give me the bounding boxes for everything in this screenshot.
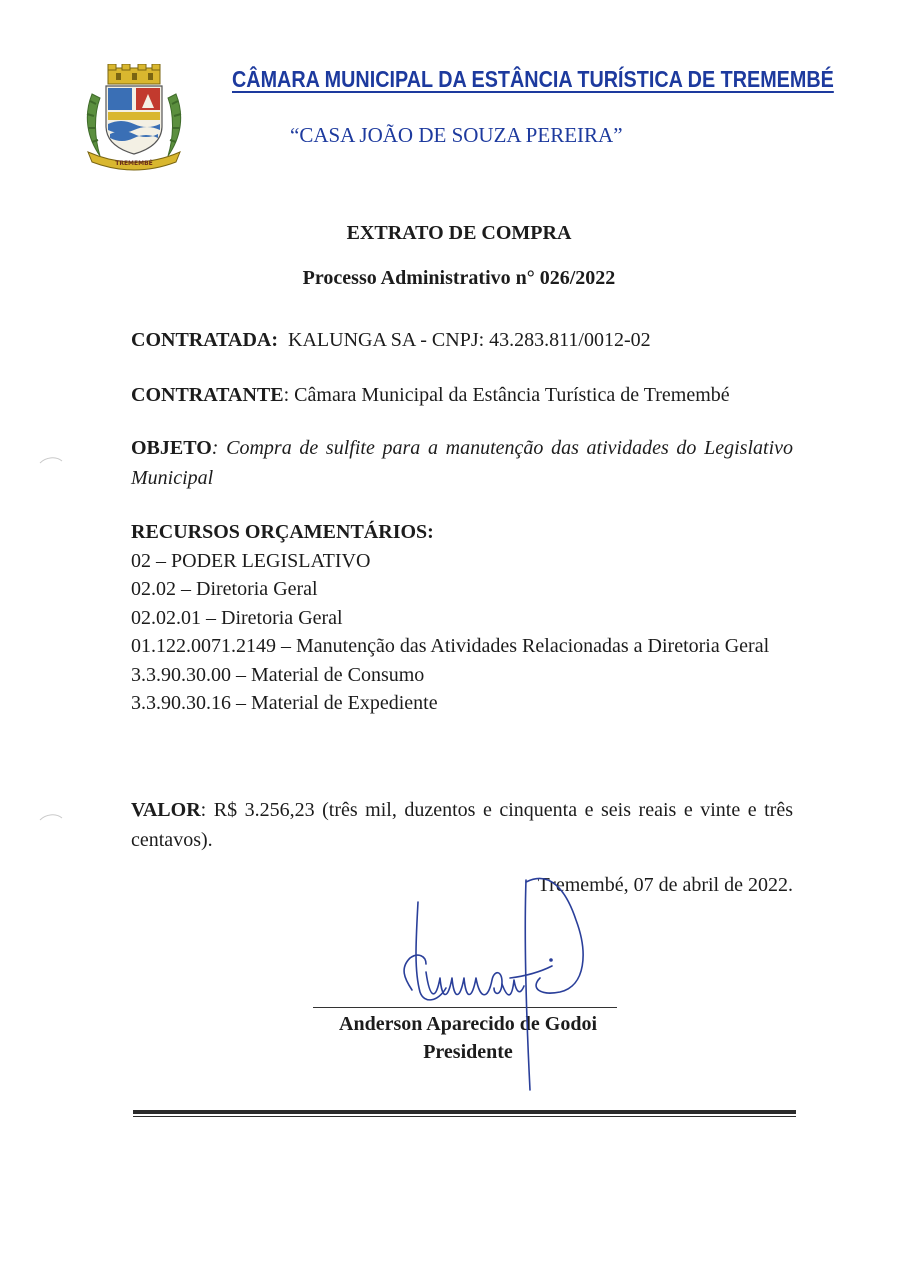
signature-line	[313, 1007, 617, 1008]
signer-role: Presidente	[423, 1041, 513, 1063]
crest-ribbon-text: TREMEMBÉ	[115, 160, 153, 167]
scan-hole-mark-icon	[38, 455, 64, 465]
footer-divider-thin	[133, 1116, 796, 1117]
contratante-field	[131, 380, 793, 410]
budget-line: 02.02 – Diretoria Geral	[131, 578, 318, 600]
contratada-field	[131, 325, 793, 355]
budget-line: 3.3.90.30.00 – Material de Consumo	[131, 663, 425, 686]
objeto-label: OBJETO	[131, 437, 212, 459]
valor-label: VALOR	[131, 799, 201, 821]
contratada-label: CONTRATADA:	[131, 329, 279, 351]
signer-name: Anderson Aparecido de Godoi	[339, 1013, 597, 1035]
contratada-value: KALUNGA SA - CNPJ: 43.283.811/0012-02	[288, 329, 651, 351]
budget-resources-heading: RECURSOS ORÇAMENTÁRIOS:	[131, 521, 434, 543]
valor-field	[131, 795, 793, 855]
budget-line: 02.02.01 – Diretoria Geral	[131, 606, 343, 629]
budget-resources	[131, 518, 793, 718]
document-title: EXTRATO DE COMPRA	[346, 222, 572, 244]
footer-divider	[133, 1110, 796, 1117]
contratante-label: CONTRATANTE	[131, 384, 284, 406]
scan-hole-mark-icon	[38, 812, 64, 822]
place-and-date: Tremembé, 07 de abril de 2022.	[537, 874, 793, 896]
budget-line: 01.122.0071.2149 – Manutenção das Atividades Relacionadas a Diretoria Geral	[131, 635, 770, 657]
house-name: “CASA JOÃO DE SOUZA PEREIRA”	[290, 123, 623, 147]
objeto-value: : Compra de sulfite para a manutenção das atividades do Legislativo Municipal	[131, 437, 793, 489]
organization-name: CÂMARA MUNICIPAL DA ESTÂNCIA TURÍSTICA DE TREMEMBÉ	[232, 66, 834, 92]
footer-divider-thick	[133, 1110, 796, 1114]
objeto-field	[131, 433, 793, 493]
municipal-coat-of-arms-icon	[82, 64, 186, 172]
budget-line: 3.3.90.30.16 – Material de Expediente	[131, 692, 438, 714]
process-number: Processo Administrativo n° 026/2022	[302, 267, 616, 289]
budget-line: 02 – PODER LEGISLATIVO	[131, 549, 371, 572]
contratante-value: : Câmara Municipal da Estância Turística de Tremembé	[283, 384, 730, 406]
valor-value: : R$ 3.256,23 (três mil, duzentos e cinquenta e seis reais e vinte e três centavos).	[131, 799, 793, 851]
